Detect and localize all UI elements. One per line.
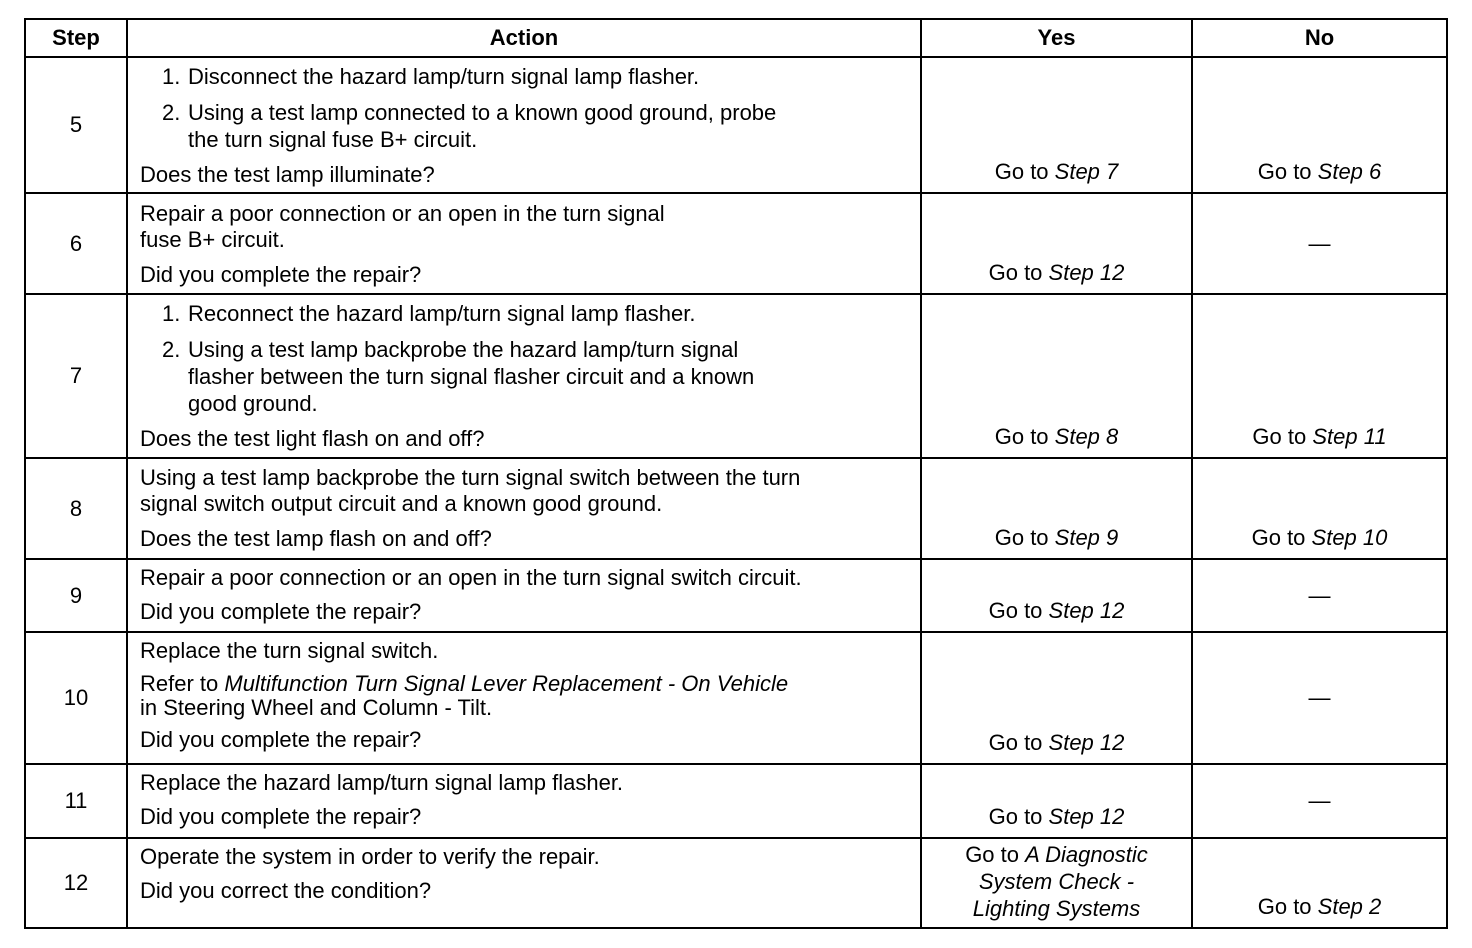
yes-step-link[interactable]: Step 8 — [1054, 424, 1119, 449]
yes-prefix: Go to — [988, 260, 1049, 285]
action-text — [128, 194, 920, 253]
no-step-link[interactable]: Step 6 — [1317, 159, 1382, 184]
step-number: 12 — [25, 838, 127, 928]
refer-text — [128, 672, 920, 720]
list-item — [128, 63, 920, 90]
no-cell — [1192, 838, 1447, 928]
action-text: Replace the hazard lamp/turn signal lamp flasher. — [140, 770, 624, 795]
step-number: 11 — [25, 764, 127, 838]
action-question: Did you complete the repair? — [140, 727, 422, 752]
link-line: Lighting Systems — [972, 896, 1141, 921]
no-dash: — — [1308, 230, 1331, 256]
yes-cell — [921, 764, 1192, 838]
action-question: Does the test light flash on and off? — [140, 426, 485, 451]
yes-prefix: Go to — [994, 424, 1055, 449]
step-number: 7 — [25, 294, 127, 458]
header-step: Step — [25, 19, 127, 57]
step-number: 10 — [25, 632, 127, 764]
link-line: System Check - — [978, 869, 1135, 894]
header-row — [25, 19, 1447, 57]
table-row-step-9 — [25, 559, 1447, 632]
list-text-line: Using a test lamp backprobe the hazard lamp/turn signal — [188, 337, 739, 362]
list-text: Reconnect the hazard lamp/turn signal lamp flasher. — [188, 301, 696, 326]
no-dash: — — [1308, 788, 1331, 813]
step-number: 6 — [25, 193, 127, 294]
step-number: 8 — [25, 458, 127, 559]
diagnostic-table — [24, 18, 1448, 929]
yes-prefix: Go to — [965, 842, 1026, 867]
no-cell — [1192, 559, 1447, 632]
action-cell — [127, 764, 921, 838]
yes-cell — [921, 632, 1192, 764]
refer-suffix: in Steering Wheel and Column - Tilt. — [140, 695, 493, 720]
no-step-link[interactable]: Step 2 — [1317, 894, 1382, 919]
yes-step-link[interactable]: Step 12 — [1048, 598, 1125, 623]
action-text-line: Using a test lamp backprobe the turn signal switch between the turn — [140, 465, 801, 490]
no-step-link[interactable]: Step 10 — [1311, 525, 1388, 550]
list-item — [128, 99, 920, 153]
list-text-line: the turn signal fuse B+ circuit. — [188, 127, 478, 152]
action-cell — [127, 838, 921, 928]
header-no: No — [1192, 19, 1447, 57]
table-row-step-6 — [25, 193, 1447, 294]
action-cell — [127, 57, 921, 193]
no-cell — [1192, 294, 1447, 458]
action-cell — [127, 193, 921, 294]
yes-cell — [921, 559, 1192, 632]
list-number: 1. — [162, 301, 181, 326]
yes-cell — [921, 458, 1192, 559]
action-list — [128, 58, 920, 153]
yes-step-link[interactable]: Step 7 — [1054, 159, 1119, 184]
yes-prefix: Go to — [994, 159, 1055, 184]
action-text-line: fuse B+ circuit. — [140, 227, 285, 252]
yes-cell — [921, 838, 1192, 928]
list-text-line: Using a test lamp connected to a known good ground, probe — [188, 100, 777, 125]
action-text — [128, 459, 920, 517]
no-prefix: Go to — [1257, 894, 1318, 919]
yes-cell — [921, 193, 1192, 294]
action-cell — [127, 458, 921, 559]
list-text-line: flasher between the turn signal flasher circuit and a known — [188, 364, 755, 389]
list-text: Disconnect the hazard lamp/turn signal lamp flasher. — [188, 64, 700, 89]
no-cell — [1192, 57, 1447, 193]
no-prefix: Go to — [1257, 159, 1318, 184]
no-cell — [1192, 458, 1447, 559]
action-cell — [127, 632, 921, 764]
action-question: Did you complete the repair? — [140, 262, 422, 287]
table-row-step-7 — [25, 294, 1447, 458]
table-row-step-8 — [25, 458, 1447, 559]
link-line: A Diagnostic — [1025, 842, 1148, 867]
no-prefix: Go to — [1252, 424, 1313, 449]
yes-cell — [921, 294, 1192, 458]
yes-prefix: Go to — [988, 598, 1049, 623]
no-cell — [1192, 764, 1447, 838]
action-question: Does the test lamp flash on and off? — [140, 526, 492, 551]
yes-prefix: Go to — [988, 730, 1049, 755]
table-row-step-5 — [25, 57, 1447, 193]
list-text — [188, 336, 920, 417]
action-text-line: signal switch output circuit and a known good ground. — [140, 491, 663, 516]
yes-prefix: Go to — [994, 525, 1055, 550]
yes-step-link[interactable]: Step 12 — [1048, 260, 1125, 285]
list-number: 2. — [162, 100, 181, 125]
action-cell — [127, 559, 921, 632]
action-text: Replace the turn signal switch. — [140, 638, 439, 663]
action-question: Does the test lamp illuminate? — [140, 162, 435, 187]
refer-link[interactable]: Multifunction Turn Signal Lever Replacement - On Vehicle — [224, 671, 789, 696]
no-cell — [1192, 193, 1447, 294]
list-text-line: good ground. — [188, 391, 318, 416]
action-question: Did you complete the repair? — [140, 804, 422, 829]
refer-prefix: Refer to — [140, 671, 225, 696]
action-cell — [127, 294, 921, 458]
table-row-step-10 — [25, 632, 1447, 764]
no-step-link[interactable]: Step 11 — [1312, 424, 1387, 449]
action-question: Did you complete the repair? — [140, 599, 422, 624]
table-row-step-11 — [25, 764, 1447, 838]
yes-prefix: Go to — [988, 804, 1049, 829]
action-question: Did you correct the condition? — [140, 878, 432, 903]
header-action: Action — [127, 19, 921, 57]
yes-step-link[interactable]: Step 12 — [1048, 804, 1125, 829]
list-item — [128, 300, 920, 327]
action-list — [128, 295, 920, 417]
no-dash: — — [1308, 685, 1331, 710]
list-item — [128, 336, 920, 417]
list-text — [188, 99, 920, 153]
yes-step-link[interactable]: Step 9 — [1054, 525, 1119, 550]
yes-step-link[interactable]: Step 12 — [1048, 730, 1125, 755]
header-yes: Yes — [921, 19, 1192, 57]
action-text-line: Repair a poor connection or an open in the turn signal — [140, 201, 665, 226]
no-cell — [1192, 632, 1447, 764]
yes-cell — [921, 57, 1192, 193]
no-prefix: Go to — [1251, 525, 1312, 550]
step-number: 9 — [25, 559, 127, 632]
no-dash: — — [1308, 582, 1331, 608]
action-text: Repair a poor connection or an open in the turn signal switch circuit. — [140, 565, 802, 590]
list-number: 1. — [162, 64, 181, 89]
action-text: Operate the system in order to verify the repair. — [140, 844, 600, 869]
step-number: 5 — [25, 57, 127, 193]
table-row-step-12 — [25, 838, 1447, 928]
list-number: 2. — [162, 337, 181, 362]
